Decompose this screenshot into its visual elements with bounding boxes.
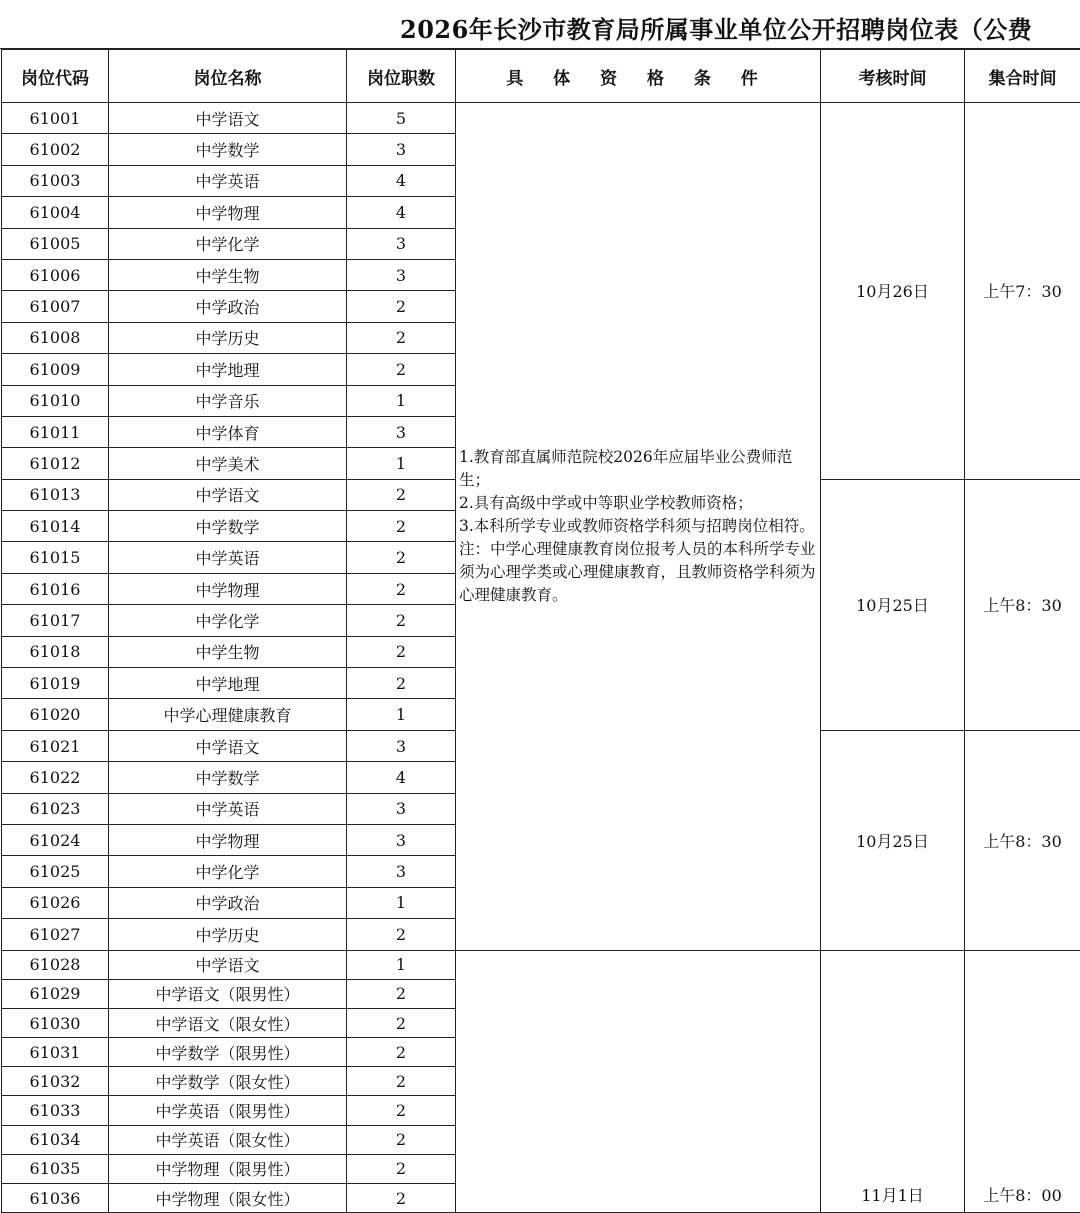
position-code: 61034 xyxy=(2,1125,109,1154)
position-count: 2 xyxy=(347,1096,456,1125)
title-bar xyxy=(0,0,1080,49)
position-name: 中学物理（限男性） xyxy=(109,1154,347,1183)
header-name: 岗位名称 xyxy=(109,50,347,103)
position-name: 中学物理 xyxy=(109,197,347,228)
position-code: 61017 xyxy=(2,605,109,636)
position-count: 2 xyxy=(347,668,456,699)
position-count: 2 xyxy=(347,573,456,604)
position-count: 3 xyxy=(347,730,456,761)
position-count: 3 xyxy=(347,856,456,887)
position-code: 61030 xyxy=(2,1008,109,1037)
position-code: 61009 xyxy=(2,354,109,385)
position-name: 中学美术 xyxy=(109,448,347,479)
position-name: 中学英语 xyxy=(109,793,347,824)
exam-time: 11月1日 xyxy=(821,950,965,1213)
position-count: 3 xyxy=(347,824,456,855)
position-count: 2 xyxy=(347,636,456,667)
position-code: 61018 xyxy=(2,636,109,667)
position-name: 中学物理 xyxy=(109,824,347,855)
position-name: 中学化学 xyxy=(109,605,347,636)
gather-time: 上午8：30 xyxy=(965,479,1080,730)
position-name: 中学语文 xyxy=(109,730,347,761)
position-count: 4 xyxy=(347,197,456,228)
position-name: 中学化学 xyxy=(109,228,347,259)
exam-time: 10月25日 xyxy=(821,479,965,730)
position-code: 61001 xyxy=(2,103,109,134)
position-code: 61015 xyxy=(2,542,109,573)
position-count: 5 xyxy=(347,103,456,134)
header-row xyxy=(2,50,1080,103)
table-row xyxy=(2,103,1080,134)
position-name: 中学英语（限女性） xyxy=(109,1125,347,1154)
position-count: 1 xyxy=(347,448,456,479)
position-name: 中学语文（限男性） xyxy=(109,979,347,1008)
position-code: 61008 xyxy=(2,322,109,353)
table-row xyxy=(2,950,1080,979)
position-count: 2 xyxy=(347,511,456,542)
position-code: 61007 xyxy=(2,291,109,322)
position-name: 中学语文 xyxy=(109,950,347,979)
position-code: 61021 xyxy=(2,730,109,761)
position-count: 3 xyxy=(347,416,456,447)
header-count: 岗位职数 xyxy=(347,50,456,103)
position-name: 中学数学 xyxy=(109,134,347,165)
header-gather-time: 集合时间 xyxy=(965,50,1080,103)
position-code: 61010 xyxy=(2,385,109,416)
position-code: 61022 xyxy=(2,762,109,793)
position-code: 61012 xyxy=(2,448,109,479)
position-count: 2 xyxy=(347,1184,456,1213)
position-code: 61028 xyxy=(2,950,109,979)
exam-time: 10月25日 xyxy=(821,730,965,950)
exam-time: 10月26日 xyxy=(821,103,965,480)
position-code: 61035 xyxy=(2,1154,109,1183)
position-name: 中学地理 xyxy=(109,668,347,699)
position-code: 61006 xyxy=(2,259,109,290)
recruitment-table xyxy=(1,49,1080,1213)
position-count: 3 xyxy=(347,793,456,824)
position-count: 2 xyxy=(347,1008,456,1037)
position-name: 中学数学（限男性） xyxy=(109,1038,347,1067)
header-requirements: 具 体 资 格 条 件 xyxy=(456,50,821,103)
position-code: 61033 xyxy=(2,1096,109,1125)
position-code: 61014 xyxy=(2,511,109,542)
position-name: 中学政治 xyxy=(109,887,347,918)
position-name: 中学数学 xyxy=(109,762,347,793)
position-code: 61023 xyxy=(2,793,109,824)
requirements-cell xyxy=(456,103,821,951)
position-count: 2 xyxy=(347,1125,456,1154)
position-name: 中学英语 xyxy=(109,542,347,573)
position-name: 中学体育 xyxy=(109,416,347,447)
position-code: 61002 xyxy=(2,134,109,165)
position-name: 中学政治 xyxy=(109,291,347,322)
position-count: 2 xyxy=(347,542,456,573)
position-count: 3 xyxy=(347,259,456,290)
position-code: 61020 xyxy=(2,699,109,730)
position-code: 61005 xyxy=(2,228,109,259)
position-count: 2 xyxy=(347,1067,456,1096)
position-code: 61016 xyxy=(2,573,109,604)
position-name: 中学语文（限女性） xyxy=(109,1008,347,1037)
position-count: 2 xyxy=(347,1038,456,1067)
position-name: 中学英语（限男性） xyxy=(109,1096,347,1125)
position-name: 中学语文 xyxy=(109,103,347,134)
position-count: 2 xyxy=(347,1154,456,1183)
position-count: 1 xyxy=(347,699,456,730)
position-count: 2 xyxy=(347,291,456,322)
position-name: 中学英语 xyxy=(109,165,347,196)
position-count: 2 xyxy=(347,919,456,950)
position-name: 中学化学 xyxy=(109,856,347,887)
position-name: 中学音乐 xyxy=(109,385,347,416)
position-count: 3 xyxy=(347,134,456,165)
position-count: 1 xyxy=(347,385,456,416)
position-code: 61003 xyxy=(2,165,109,196)
position-code: 61026 xyxy=(2,887,109,918)
position-count: 1 xyxy=(347,887,456,918)
header-code: 岗位代码 xyxy=(2,50,109,103)
position-code: 61032 xyxy=(2,1067,109,1096)
position-count: 2 xyxy=(347,322,456,353)
header-exam-time: 考核时间 xyxy=(821,50,965,103)
position-count: 3 xyxy=(347,228,456,259)
position-code: 61025 xyxy=(2,856,109,887)
position-code: 61013 xyxy=(2,479,109,510)
gather-time: 上午7：30 xyxy=(965,103,1080,480)
position-name: 中学数学 xyxy=(109,511,347,542)
position-code: 61036 xyxy=(2,1184,109,1213)
position-code: 61029 xyxy=(2,979,109,1008)
gather-time: 上午8：00 xyxy=(965,950,1080,1213)
page-title: 2026年长沙市教育局所属事业单位公开招聘岗位表（公费 xyxy=(400,10,1032,45)
position-code: 61027 xyxy=(2,919,109,950)
position-name: 中学物理（限女性） xyxy=(109,1184,347,1213)
position-count: 2 xyxy=(347,605,456,636)
position-name: 中学物理 xyxy=(109,573,347,604)
position-count: 4 xyxy=(347,165,456,196)
requirements-cell-empty xyxy=(456,950,821,1213)
position-code: 61011 xyxy=(2,416,109,447)
gather-time: 上午8：30 xyxy=(965,730,1080,950)
position-count: 4 xyxy=(347,762,456,793)
position-name: 中学生物 xyxy=(109,259,347,290)
position-name: 中学生物 xyxy=(109,636,347,667)
position-name: 中学心理健康教育 xyxy=(109,699,347,730)
position-count: 2 xyxy=(347,979,456,1008)
position-code: 61031 xyxy=(2,1038,109,1067)
requirements-text: 1.教育部直属师范院校2026年应届毕业公费师范生； 2.具有高级中学或中等职业学校教师资格； 3.本科所学专业或教师资格学科须与招聘岗位相符。 注：中学心理健康教育岗位报考人员的本科所学专业须为心理学类或心理健康教育，且教师资格学科须为心理健康教育。 xyxy=(459,446,818,607)
position-code: 61004 xyxy=(2,197,109,228)
position-count: 2 xyxy=(347,479,456,510)
position-code: 61024 xyxy=(2,824,109,855)
position-name: 中学数学（限女性） xyxy=(109,1067,347,1096)
position-count: 1 xyxy=(347,950,456,979)
position-name: 中学历史 xyxy=(109,322,347,353)
position-name: 中学地理 xyxy=(109,354,347,385)
position-count: 2 xyxy=(347,354,456,385)
position-name: 中学历史 xyxy=(109,919,347,950)
position-code: 61019 xyxy=(2,668,109,699)
position-name: 中学语文 xyxy=(109,479,347,510)
